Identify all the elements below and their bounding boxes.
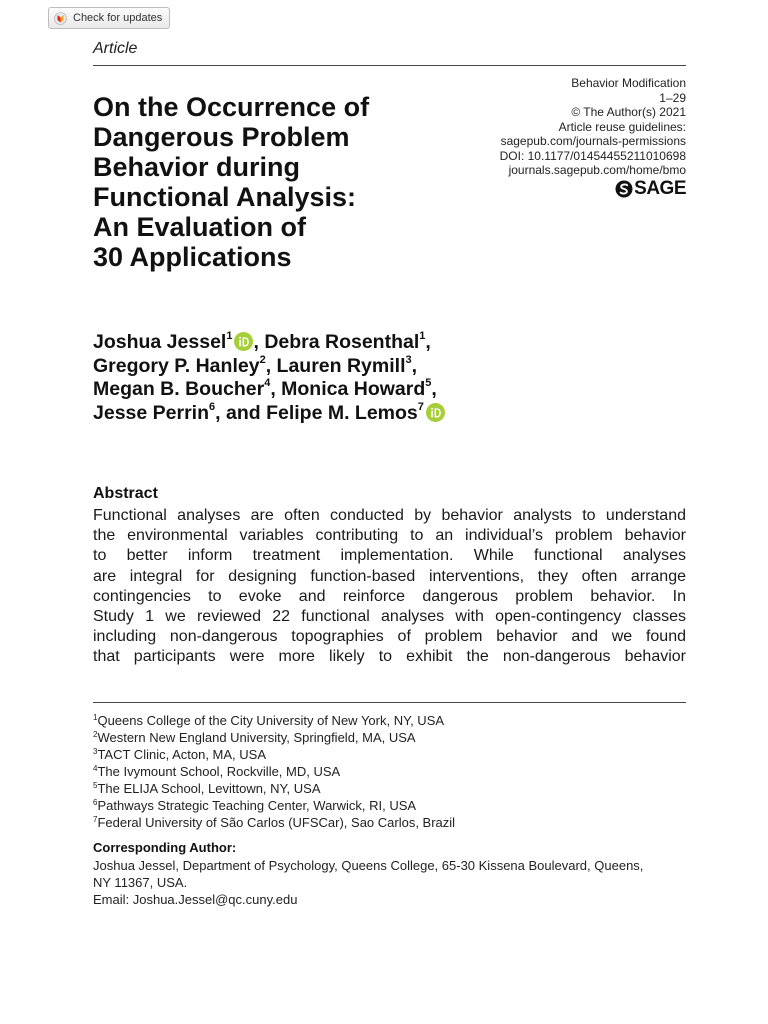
article-title (93, 92, 433, 272)
affiliation-list (93, 712, 455, 831)
orcid-icon[interactable] (426, 403, 445, 422)
affiliation-item (93, 797, 455, 814)
abstract-line: the environmental variables contributing to an individual’s problem behavior (93, 527, 686, 545)
affiliation-text: Federal University of São Carlos (UFSCar), Sao Carlos, Brazil (97, 815, 456, 830)
author-name: Monica Howard (281, 378, 426, 400)
title-line: An Evaluation of (93, 212, 307, 242)
author-affiliation-mark: 6 (209, 400, 216, 413)
publisher-name: SAGE (634, 178, 686, 199)
author-affiliation-mark: 3 (405, 353, 412, 366)
author-name: Joshua Jessel (93, 331, 227, 353)
corresponding-address-cont: NY 11367, USA. (93, 875, 188, 890)
author-separator: , (270, 378, 282, 400)
author-separator: , (253, 331, 265, 353)
title-line: Functional Analysis: (93, 182, 357, 212)
abstract-heading: Abstract (93, 485, 158, 502)
affiliation-mark: 3 (93, 747, 98, 756)
check-updates-label: Check for updates (73, 12, 163, 24)
reuse-label: Article reuse guidelines: (558, 119, 686, 134)
abstract-line: are integral for designing function-based interventions, they often arrange (93, 567, 686, 585)
abstract-line: to better inform treatment implementation. While functional analyses (93, 547, 686, 565)
check-updates-icon (54, 12, 67, 25)
affiliation-mark: 4 (93, 764, 98, 773)
orcid-icon[interactable] (234, 332, 253, 351)
author-affiliation-mark: 1 (226, 330, 233, 342)
author-name: Gregory P. Hanley (93, 354, 260, 377)
corresponding-author-details (93, 857, 686, 908)
doi-link[interactable]: DOI: 10.1177/01454455211010698 (499, 148, 686, 163)
author-affiliation-mark: 5 (425, 377, 432, 389)
journal-info (500, 76, 686, 178)
affiliation-text: The Ivymount School, Rockville, MD, USA (97, 764, 341, 779)
copyright: © The Author(s) 2021 (571, 105, 686, 119)
abstract-body (93, 506, 686, 668)
affiliation-text: Queens College of the City University of New York, NY, USA (97, 713, 445, 728)
author-separator: , and (215, 401, 267, 424)
author-affiliation-mark: 1 (419, 330, 426, 342)
author-affiliation-mark: 4 (264, 377, 271, 389)
abstract-line: Study 1 we reviewed 22 functional analyses with open-contingency classes (93, 608, 686, 626)
journal-name: Behavior Modification (571, 76, 686, 90)
author-name: Lauren Rymill (276, 354, 406, 377)
check-for-updates-button[interactable] (48, 7, 170, 29)
top-divider (93, 65, 686, 66)
title-line: 30 Applications (93, 242, 292, 272)
footnote-divider (93, 702, 686, 703)
page-range: 1–29 (659, 90, 686, 105)
title-line: On the Occurrence of (93, 92, 370, 122)
title-line: Dangerous Problem (93, 122, 350, 152)
affiliation-text: TACT Clinic, Acton, MA, USA (97, 747, 267, 762)
author-line (93, 402, 445, 426)
affiliation-item (93, 763, 455, 780)
affiliation-text: Pathways Strategic Teaching Center, Warwick, RI, USA (97, 798, 417, 813)
affiliation-item (93, 780, 455, 797)
title-line: Behavior during (93, 152, 301, 182)
affiliation-mark: 6 (93, 798, 98, 807)
author-separator: , (265, 354, 277, 377)
author-list (93, 331, 445, 425)
affiliation-mark: 7 (93, 815, 98, 824)
affiliation-item (93, 746, 455, 763)
corresponding-author-heading: Corresponding Author: (93, 840, 237, 855)
author-affiliation-mark: 2 (259, 353, 266, 366)
author-separator: , (425, 331, 431, 353)
affiliation-item (93, 712, 455, 729)
sage-logo (615, 178, 686, 200)
journal-link[interactable]: journals.sagepub.com/home/bmo (508, 163, 686, 177)
abstract-line: that participants were more likely to exhibit the non-dangerous behavior (93, 648, 686, 666)
author-separator: , (411, 354, 418, 377)
article-type-label: Article (93, 40, 138, 57)
author-name: Felipe M. Lemos (266, 401, 418, 424)
affiliation-mark: 1 (93, 713, 98, 722)
abstract-line: contingencies to evoke and reinforce dangerous problem behavior. In (93, 587, 686, 605)
author-name: Jesse Perrin (93, 401, 210, 424)
abstract-line: including non-dangerous topographies of problem behavior and we found (93, 628, 686, 646)
abstract-line: Functional analyses are often conducted by behavior analysts to understand (93, 507, 686, 524)
author-line (93, 355, 445, 379)
corresponding-address: Joshua Jessel, Department of Psychology, Queens College, 65-30 Kissena Boulevard, Queens, (93, 858, 644, 873)
reuse-link[interactable]: sagepub.com/journals-permissions (500, 134, 686, 148)
sage-logo-icon (615, 180, 633, 198)
author-line (93, 331, 445, 355)
author-name: Debra Rosenthal (264, 331, 420, 353)
author-affiliation-mark: 7 (417, 400, 424, 413)
affiliation-mark: 2 (93, 730, 98, 739)
author-separator: , (431, 378, 437, 400)
affiliation-text: The ELIJA School, Levittown, NY, USA (97, 781, 321, 796)
affiliation-item (93, 729, 455, 746)
author-line (93, 378, 445, 402)
affiliation-item (93, 814, 455, 831)
affiliation-text: Western New England University, Springfield, MA, USA (97, 730, 416, 745)
author-name: Megan B. Boucher (93, 378, 265, 400)
corresponding-email[interactable]: Email: Joshua.Jessel@qc.cuny.edu (93, 892, 298, 907)
affiliation-mark: 5 (93, 781, 98, 790)
